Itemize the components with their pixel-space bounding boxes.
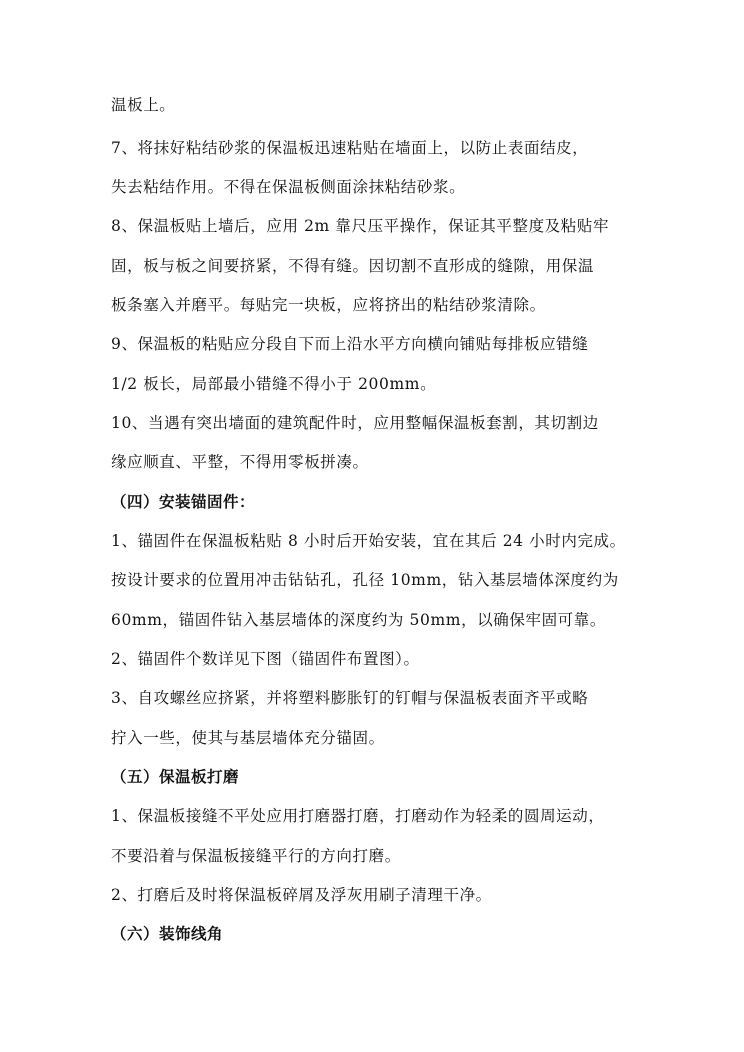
text-line: 9、保温板的粘贴应分段自下而上沿水平方向横向铺贴每排板应错缝 xyxy=(111,335,589,353)
text-line: 2、打磨后及时将保温板碎屑及浮灰用刷子清理干净。 xyxy=(111,886,492,904)
text-line: 拧入一些，使其与基层墙体充分锚固。 xyxy=(111,729,385,747)
section-heading-5: （五）保温板打磨 xyxy=(111,768,240,786)
text-line: 失去粘结作用。不得在保温板侧面涂抹粘结砂浆。 xyxy=(111,178,466,196)
text-line: 不要沿着与保温板接缝平行的方向打磨。 xyxy=(111,847,401,865)
text-line: 按设计要求的位置用冲击钻钻孔，孔径 10mm，钻入基层墙体深度约为 xyxy=(111,571,619,589)
text-line: 1/2 板长，局部最小错缝不得小于 200mm。 xyxy=(111,375,437,393)
text-line: 10、当遇有突出墙面的建筑配件时，应用整幅保温板套割，其切割边 xyxy=(111,414,599,432)
text-line: 7、将抹好粘结砂浆的保温板迅速粘贴在墙面上，以防止表面结皮， xyxy=(111,139,589,157)
text-line: 固，板与板之间要挤紧，不得有缝。因切割不直形成的缝隙，用保温 xyxy=(111,257,595,275)
text-line: 1、锚固件在保温板粘贴 8 小时后开始安装，宜在其后 24 小时内完成。 xyxy=(111,532,626,550)
text-line: 温板上。 xyxy=(111,96,176,114)
text-line: 板条塞入并磨平。每贴完一块板，应将挤出的粘结砂浆清除。 xyxy=(111,296,546,314)
text-line: 8、保温板贴上墙后，应用 2m 靠尺压平操作，保证其平整度及粘贴牢 xyxy=(111,217,610,235)
text-line: 缘应顺直、平整，不得用零板拼凑。 xyxy=(111,453,369,471)
text-line: 3、自攻螺丝应挤紧，并将塑料膨胀钉的钉帽与保温板表面齐平或略 xyxy=(111,689,589,707)
section-heading-6: （六）装饰线角 xyxy=(111,925,224,943)
text-line: 2、锚固件个数详见下图（锚固件布置图）。 xyxy=(111,650,420,668)
text-line: 1、保温板接缝不平处应用打磨器打磨，打磨动作为轻柔的圆周运动， xyxy=(111,807,605,825)
text-line: 60mm，锚固件钻入基层墙体的深度约为 50mm，以确保牢固可靠。 xyxy=(111,611,606,629)
section-heading-4: （四）安装锚固件： xyxy=(111,493,256,511)
